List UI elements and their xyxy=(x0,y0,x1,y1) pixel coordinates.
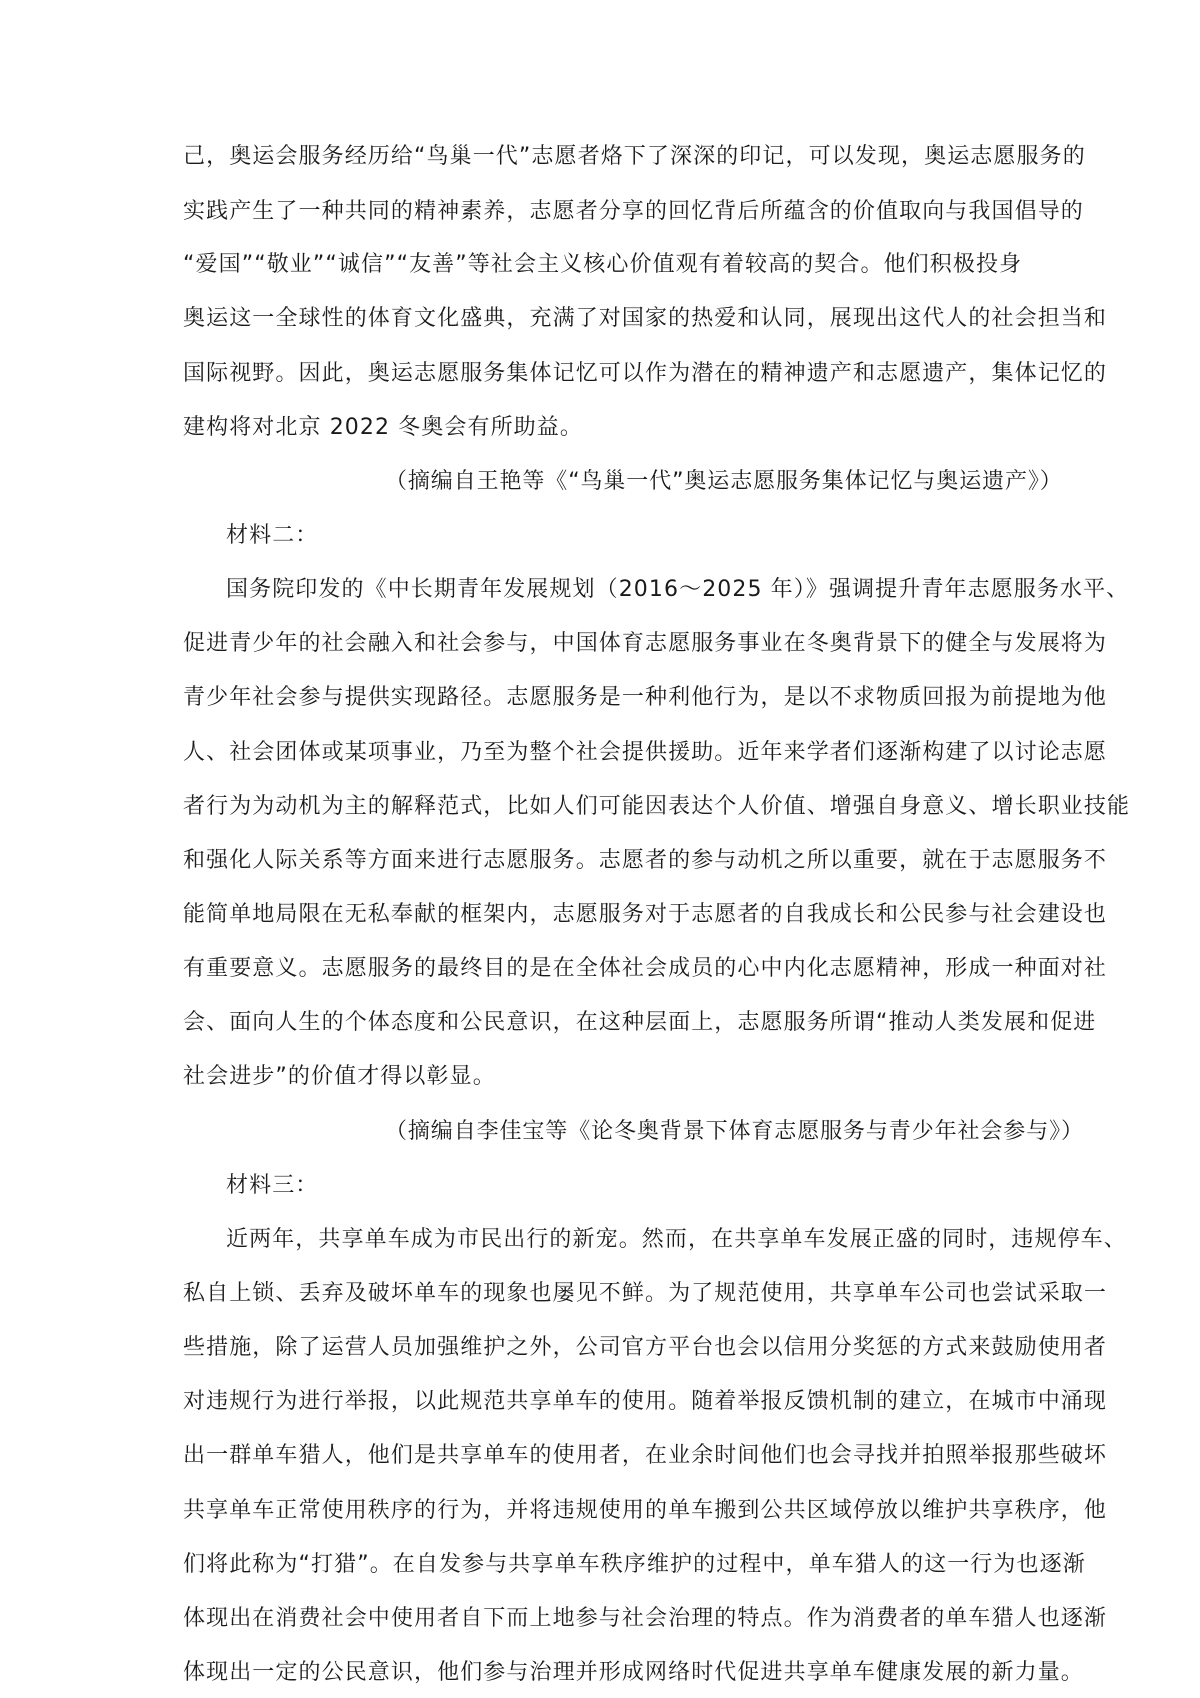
m3-line-1: 近两年，共享单车成为市民出行的新宠。然而，在共享单车发展正盛的同时，违规停车、 xyxy=(226,1226,1127,1252)
m1-source-citation: （摘编自王艳等《“鸟巢一代”奥运志愿服务集体记忆与奥运遗产》） xyxy=(385,468,1063,494)
m1-line-5: 国际视野。因此，奥运志愿服务集体记忆可以作为潜在的精神遗产和志愿遗产，集体记忆的 xyxy=(183,360,1108,386)
m3-line-4: 对违规行为进行举报，以此规范共享单车的使用。随着举报反馈机制的建立，在城市中涌现 xyxy=(183,1389,1108,1415)
m2-line-8: 有重要意义。志愿服务的最终目的是在全体社会成员的心中内化志愿精神，形成一种面对社 xyxy=(183,956,1108,982)
material2-heading: 材料二： xyxy=(226,523,319,548)
m3-line-9: 体现出一定的公民意识，他们参与治理并形成网络时代促进共享单车健康发展的新力量。 xyxy=(183,1660,1084,1685)
m3-line-6: 共享单车正常使用秩序的行为，并将违规使用的单车搬到公共区域停放以维护共享秩序，他 xyxy=(183,1497,1108,1523)
m2-line-9: 会、面向人生的个体态度和公民意识，在这种层面上，志愿服务所谓“推动人类发展和促进 xyxy=(183,1010,1097,1036)
m2-line-2: 促进青少年的社会融入和社会参与，中国体育志愿服务事业在冬奥背景下的健全与发展将为 xyxy=(183,631,1108,657)
m2-line-10: 社会进步”的价值才得以彰显。 xyxy=(183,1064,496,1090)
m3-line-8: 体现出在消费社会中使用者自下而上地参与社会治理的特点。作为消费者的单车猎人也逐渐 xyxy=(183,1605,1108,1631)
m2-line-3: 青少年社会参与提供实现路径。志愿服务是一种利他行为，是以不求物质回报为前提地为他 xyxy=(183,685,1108,711)
m3-line-5: 出一群单车猎人，他们是共享单车的使用者，在业余时间他们也会寻找并拍照举报那些破坏 xyxy=(183,1443,1108,1469)
m1-line-2: 实践产生了一种共同的精神素养，志愿者分享的回忆背后所蕴含的价值取向与我国倡导的 xyxy=(183,199,1084,225)
m2-line-7: 能简单地局限在无私奉献的框架内，志愿服务对于志愿者的自我成长和公民参与社会建设也 xyxy=(183,902,1108,927)
m1-line-4: 奥运这一全球性的体育文化盛典，充满了对国家的热爱和认同，展现出这代人的社会担当和 xyxy=(183,306,1108,332)
m1-line-1: 己，奥运会服务经历给“鸟巢一代”志愿者烙下了深深的印记，可以发现，奥运志愿服务的 xyxy=(183,144,1086,169)
m1-line-3: “爱国”“敬业”“诚信”“友善”等社会主义核心价值观有着较高的契合。他们积极投身 xyxy=(183,252,1023,278)
m1-line-6: 建构将对北京 2022 冬奥会有所助益。 xyxy=(183,414,583,440)
m2-line-1: 国务院印发的《中长期青年发展规划（2016～2025 年）》强调提升青年志愿服务水平、 xyxy=(226,577,1130,603)
m3-line-7: 们将此称为“打猎”。在自发参与共享单车秩序维护的过程中，单车猎人的这一行为也逐渐 xyxy=(183,1551,1086,1577)
material3-heading: 材料三： xyxy=(226,1172,319,1198)
m2-line-5: 者行为为动机为主的解释范式，比如人们可能因表达个人价值、增强自身意义、增长职业技能 xyxy=(183,793,1131,819)
m2-line-6: 和强化人际关系等方面来进行志愿服务。志愿者的参与动机之所以重要，就在于志愿服务不 xyxy=(183,847,1108,873)
m2-line-4: 人、社会团体或某项事业，乃至为整个社会提供援助。近年来学者们逐渐构建了以讨论志愿 xyxy=(183,739,1108,765)
m2-source-citation: （摘编自李佳宝等《论冬奥背景下体育志愿服务与青少年社会参与》） xyxy=(385,1118,1084,1144)
m3-line-3: 些措施，除了运营人员加强维护之外，公司官方平台也会以信用分奖惩的方式来鼓励使用者 xyxy=(183,1335,1108,1361)
m3-line-2: 私自上锁、丢弃及破坏单车的现象也屡见不鲜。为了规范使用，共享单车公司也尝试采取一 xyxy=(183,1281,1108,1306)
